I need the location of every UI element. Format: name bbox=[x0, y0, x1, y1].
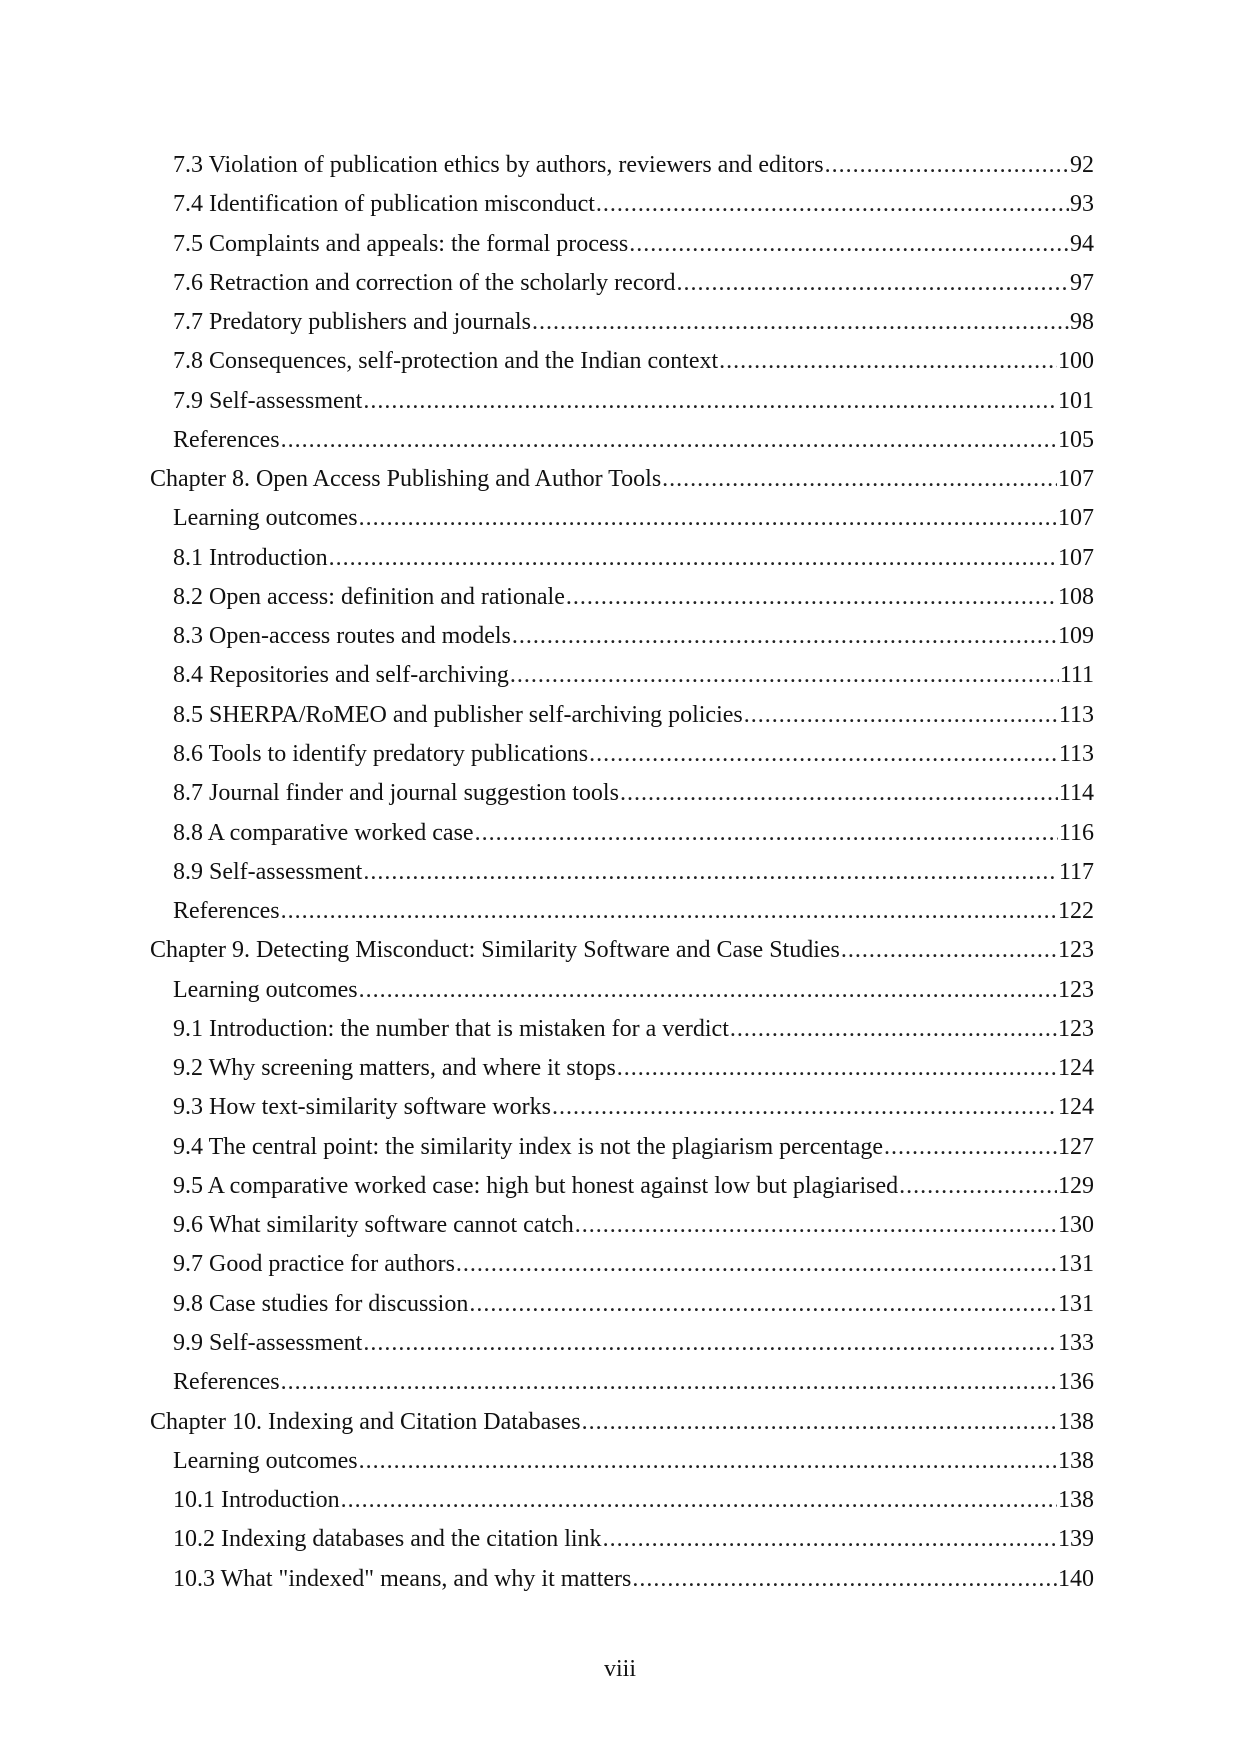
toc-entry-title: 9.4 The central point: the similarity index is not the plagiarism percentage bbox=[173, 1133, 884, 1160]
toc-section-entry[interactable] bbox=[150, 1481, 1094, 1520]
toc-section-entry[interactable] bbox=[150, 539, 1094, 578]
toc-entry-page: 131 bbox=[1058, 1251, 1094, 1278]
toc-chapter-entry[interactable] bbox=[150, 460, 1094, 499]
dot-leader bbox=[363, 382, 1057, 421]
dot-leader bbox=[603, 1520, 1057, 1559]
toc-entry-title: 9.8 Case studies for discussion bbox=[173, 1290, 469, 1317]
toc-section-entry[interactable] bbox=[150, 1128, 1094, 1167]
dot-leader bbox=[620, 774, 1058, 813]
toc-section-entry[interactable] bbox=[150, 696, 1094, 735]
toc-section-entry[interactable] bbox=[150, 1442, 1094, 1481]
toc-entry-title: 9.9 Self-assessment bbox=[173, 1329, 363, 1356]
toc-entry-page: 140 bbox=[1058, 1565, 1094, 1592]
dot-leader bbox=[359, 1442, 1057, 1481]
toc-entry-page: 111 bbox=[1059, 662, 1094, 689]
toc-section-entry[interactable] bbox=[150, 1010, 1094, 1049]
dot-leader bbox=[744, 696, 1058, 735]
toc-entry-page: 131 bbox=[1058, 1290, 1094, 1317]
toc-section-entry[interactable] bbox=[150, 1560, 1094, 1599]
toc-entry-title: 8.9 Self-assessment bbox=[173, 858, 363, 885]
toc-entry-title: Chapter 9. Detecting Misconduct: Similarity Software and Case Studies bbox=[150, 937, 840, 964]
dot-leader bbox=[596, 185, 1069, 224]
toc-entry-page: 123 bbox=[1058, 937, 1094, 964]
toc-entry-title: 7.8 Consequences, self-protection and the Indian context bbox=[173, 348, 719, 375]
toc-entry-page: 94 bbox=[1070, 230, 1094, 257]
toc-entry-page: 130 bbox=[1058, 1212, 1094, 1239]
toc-entry-title: 8.5 SHERPA/RoMEO and publisher self-archiving policies bbox=[173, 701, 743, 728]
toc-entry-page: 93 bbox=[1070, 191, 1094, 218]
dot-leader bbox=[281, 421, 1057, 460]
toc-section-entry[interactable] bbox=[150, 1520, 1094, 1559]
dot-leader bbox=[532, 303, 1069, 342]
toc-section-entry[interactable] bbox=[150, 617, 1094, 656]
toc-section-entry[interactable] bbox=[150, 1324, 1094, 1363]
dot-leader bbox=[730, 1010, 1057, 1049]
dot-leader bbox=[329, 539, 1057, 578]
toc-entry-title: 8.7 Journal finder and journal suggestion tools bbox=[173, 780, 619, 807]
toc-entry-title: 8.3 Open-access routes and models bbox=[173, 623, 511, 650]
toc-section-entry[interactable] bbox=[150, 1088, 1094, 1127]
toc-entry-title: Learning outcomes bbox=[173, 505, 358, 532]
toc-section-entry[interactable] bbox=[150, 264, 1094, 303]
toc-entry-title: 8.8 A comparative worked case bbox=[173, 819, 474, 846]
table-of-contents bbox=[150, 146, 1094, 1599]
toc-entry-title: 10.3 What "indexed" means, and why it matters bbox=[173, 1565, 632, 1592]
toc-entry-page: 113 bbox=[1058, 740, 1094, 767]
toc-section-entry[interactable] bbox=[150, 774, 1094, 813]
toc-entry-page: 136 bbox=[1058, 1369, 1094, 1396]
dot-leader bbox=[662, 460, 1057, 499]
toc-entry-page: 92 bbox=[1070, 152, 1094, 178]
dot-leader bbox=[676, 264, 1069, 303]
toc-section-entry[interactable] bbox=[150, 1363, 1094, 1402]
toc-entry-page: 122 bbox=[1058, 898, 1094, 925]
dot-leader bbox=[552, 1088, 1057, 1127]
toc-entry-page: 97 bbox=[1070, 269, 1094, 296]
toc-entry-title: 7.7 Predatory publishers and journals bbox=[173, 309, 531, 336]
toc-entry-page: 116 bbox=[1058, 819, 1094, 846]
toc-entry-title: 8.1 Introduction bbox=[173, 544, 328, 571]
toc-section-entry[interactable] bbox=[150, 735, 1094, 774]
dot-leader bbox=[363, 1324, 1057, 1363]
toc-entry-page: 113 bbox=[1058, 701, 1094, 728]
dot-leader bbox=[589, 735, 1058, 774]
toc-entry-title: 9.7 Good practice for authors bbox=[173, 1251, 455, 1278]
dot-leader bbox=[899, 1167, 1057, 1206]
toc-entry-title: 9.2 Why screening matters, and where it stops bbox=[173, 1055, 616, 1082]
dot-leader bbox=[475, 814, 1058, 853]
toc-entry-title: 7.6 Retraction and correction of the scholarly record bbox=[173, 269, 676, 296]
toc-entry-page: 123 bbox=[1058, 976, 1094, 1003]
toc-entry-title: 9.3 How text-similarity software works bbox=[173, 1094, 551, 1121]
page-number: viii bbox=[603, 1656, 636, 1682]
toc-entry-title: 9.5 A comparative worked case: high but honest against low but plagiarised bbox=[173, 1172, 899, 1199]
dot-leader bbox=[281, 1363, 1057, 1402]
dot-leader bbox=[884, 1128, 1057, 1167]
dot-leader bbox=[469, 1285, 1057, 1324]
toc-entry-page: 133 bbox=[1058, 1329, 1094, 1356]
toc-section-entry[interactable] bbox=[150, 853, 1094, 892]
toc-entry-title: Learning outcomes bbox=[173, 1447, 358, 1474]
toc-chapter-entry[interactable] bbox=[150, 1403, 1094, 1442]
toc-section-entry[interactable] bbox=[150, 185, 1094, 224]
toc-section-entry[interactable] bbox=[150, 1049, 1094, 1088]
toc-chapter-entry[interactable] bbox=[150, 931, 1094, 970]
dot-leader bbox=[582, 1403, 1057, 1442]
toc-entry-page: 139 bbox=[1058, 1526, 1094, 1553]
toc-entry-page: 138 bbox=[1058, 1447, 1094, 1474]
toc-entry-title: References bbox=[173, 1369, 280, 1396]
dot-leader bbox=[341, 1481, 1057, 1520]
dot-leader bbox=[629, 225, 1069, 264]
toc-section-entry[interactable] bbox=[150, 499, 1094, 538]
toc-entry-page: 129 bbox=[1058, 1172, 1094, 1199]
toc-entry-page: 123 bbox=[1058, 1015, 1094, 1042]
toc-entry-page: 109 bbox=[1058, 623, 1094, 650]
toc-section-entry[interactable] bbox=[150, 1285, 1094, 1324]
toc-entry-title: Learning outcomes bbox=[173, 976, 358, 1003]
dot-leader bbox=[510, 656, 1059, 695]
toc-entry-title: 7.9 Self-assessment bbox=[173, 387, 363, 414]
toc-section-entry[interactable] bbox=[150, 382, 1094, 421]
toc-entry-title: Chapter 8. Open Access Publishing and Author Tools bbox=[150, 466, 662, 493]
toc-entry-page: 108 bbox=[1058, 583, 1094, 610]
toc-entry-page: 105 bbox=[1058, 426, 1094, 453]
toc-entry-title: 9.6 What similarity software cannot catch bbox=[173, 1212, 574, 1239]
toc-section-entry[interactable] bbox=[150, 146, 1094, 185]
toc-entry-page: 117 bbox=[1058, 858, 1094, 885]
toc-section-entry[interactable] bbox=[150, 892, 1094, 931]
toc-section-entry[interactable] bbox=[150, 225, 1094, 264]
toc-section-entry[interactable] bbox=[150, 303, 1094, 342]
dot-leader bbox=[512, 617, 1057, 656]
dot-leader bbox=[719, 342, 1057, 381]
dot-leader bbox=[825, 146, 1069, 185]
toc-entry-page: 124 bbox=[1058, 1055, 1094, 1082]
dot-leader bbox=[841, 931, 1057, 970]
toc-entry-title: 9.1 Introduction: the number that is mistaken for a verdict bbox=[173, 1015, 729, 1042]
toc-entry-page: 138 bbox=[1058, 1408, 1094, 1435]
toc-section-entry[interactable] bbox=[150, 971, 1094, 1010]
dot-leader bbox=[363, 853, 1058, 892]
dot-leader bbox=[359, 971, 1057, 1010]
toc-entry-page: 138 bbox=[1058, 1487, 1094, 1514]
toc-entry-page: 127 bbox=[1058, 1133, 1094, 1160]
toc-entry-page: 114 bbox=[1058, 780, 1094, 807]
toc-entry-title: Chapter 10. Indexing and Citation Databases bbox=[150, 1408, 581, 1435]
toc-section-entry[interactable] bbox=[150, 814, 1094, 853]
toc-entry-title: 8.2 Open access: definition and rationale bbox=[173, 583, 565, 610]
dot-leader bbox=[575, 1206, 1057, 1245]
dot-leader bbox=[632, 1560, 1057, 1599]
toc-section-entry[interactable] bbox=[150, 342, 1094, 381]
toc-entry-title: References bbox=[173, 898, 280, 925]
dot-leader bbox=[456, 1245, 1057, 1284]
toc-entry-title: 7.4 Identification of publication misconduct bbox=[173, 191, 595, 218]
toc-entry-page: 98 bbox=[1070, 309, 1094, 336]
dot-leader bbox=[281, 892, 1057, 931]
toc-entry-page: 101 bbox=[1058, 387, 1094, 414]
toc-entry-page: 124 bbox=[1058, 1094, 1094, 1121]
toc-entry-title: 10.1 Introduction bbox=[173, 1487, 340, 1514]
dot-leader bbox=[566, 578, 1057, 617]
toc-entry-title: 7.5 Complaints and appeals: the formal process bbox=[173, 230, 629, 257]
toc-entry-page: 107 bbox=[1058, 544, 1094, 571]
toc-entry-title: References bbox=[173, 426, 280, 453]
toc-section-entry[interactable] bbox=[150, 578, 1094, 617]
toc-entry-title: 10.2 Indexing databases and the citation link bbox=[173, 1526, 602, 1553]
dot-leader bbox=[359, 499, 1057, 538]
toc-section-entry[interactable] bbox=[150, 1245, 1094, 1284]
toc-section-entry[interactable] bbox=[150, 421, 1094, 460]
toc-entry-page: 107 bbox=[1058, 505, 1094, 532]
toc-section-entry[interactable] bbox=[150, 1167, 1094, 1206]
toc-section-entry[interactable] bbox=[150, 656, 1094, 695]
toc-section-entry[interactable] bbox=[150, 1206, 1094, 1245]
toc-entry-page: 100 bbox=[1058, 348, 1094, 375]
dot-leader bbox=[617, 1049, 1057, 1088]
toc-entry-title: 8.4 Repositories and self-archiving bbox=[173, 662, 509, 689]
toc-entry-title: 7.3 Violation of publication ethics by authors, reviewers and editors bbox=[173, 152, 824, 178]
toc-entry-page: 107 bbox=[1058, 466, 1094, 493]
toc-entry-title: 8.6 Tools to identify predatory publications bbox=[173, 740, 589, 767]
